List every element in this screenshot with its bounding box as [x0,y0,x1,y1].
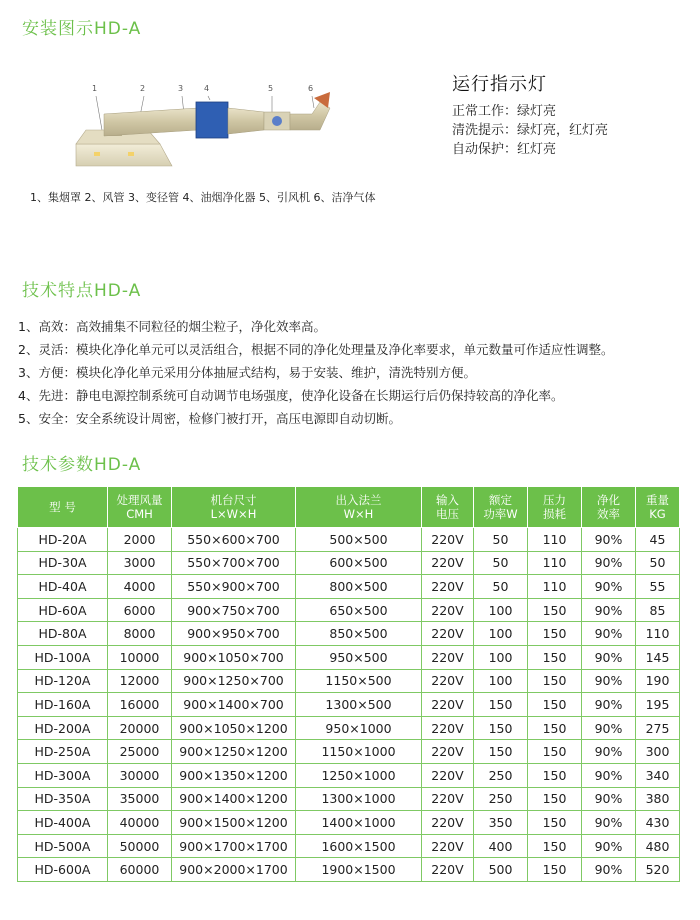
cell-power: 150 [474,716,528,740]
purifier-box [196,102,228,138]
cell-model: HD-300A [18,763,108,787]
header-efficiency: 净化 效率 [582,487,636,528]
cell-model: HD-250A [18,740,108,764]
cell-voltage: 220V [422,763,474,787]
cell-power: 100 [474,645,528,669]
cell-flange: 1400×1000 [296,811,422,835]
cell-flange: 800×500 [296,575,422,599]
cell-airflow: 60000 [108,858,172,882]
cell-pressure: 150 [528,693,582,717]
header-power: 额定 功率W [474,487,528,528]
cell-voltage: 220V [422,787,474,811]
cell-power: 100 [474,669,528,693]
cell-dimensions: 900×1700×1700 [172,834,296,858]
cell-dimensions: 900×1250×700 [172,669,296,693]
indicator-row: 自动保护：红灯亮 [452,142,557,157]
cell-power: 250 [474,787,528,811]
cell-dimensions: 900×1050×700 [172,645,296,669]
cell-power: 50 [474,551,528,575]
cell-efficiency: 90% [582,645,636,669]
cell-efficiency: 90% [582,740,636,764]
cell-airflow: 35000 [108,787,172,811]
cell-flange: 1150×1000 [296,740,422,764]
cell-weight: 480 [636,834,680,858]
cell-pressure: 150 [528,740,582,764]
table-row [18,528,680,552]
cell-voltage: 220V [422,669,474,693]
cell-airflow: 3000 [108,551,172,575]
header-pressure: 压力 损耗 [528,487,582,528]
cell-weight: 340 [636,763,680,787]
cell-weight: 520 [636,858,680,882]
cell-model: HD-500A [18,834,108,858]
table-row [18,551,680,575]
cell-model: HD-40A [18,575,108,599]
cell-model: HD-400A [18,811,108,835]
cell-model: HD-200A [18,716,108,740]
cell-efficiency: 90% [582,575,636,599]
diagram-legend: 1、集烟罩 2、风管 3、变径管 4、油烟净化器 5、引风机 6、洁净气体 [30,191,376,204]
diagram-number-1: 1 [92,84,98,93]
feature-item: 2、灵活：模块化净化单元可以灵活组合，根据不同的净化处理量及净化率要求，单元数量可作适应性调整。 [18,342,614,357]
hood-shape [76,130,172,166]
cell-dimensions: 900×950×700 [172,622,296,646]
cell-power: 150 [474,693,528,717]
table-row [18,575,680,599]
table-row [18,669,680,693]
cell-airflow: 2000 [108,528,172,552]
cell-efficiency: 90% [582,528,636,552]
cell-dimensions: 900×1250×1200 [172,740,296,764]
spec-table-body [18,528,680,882]
table-row [18,598,680,622]
cell-weight: 45 [636,528,680,552]
cell-model: HD-100A [18,645,108,669]
table-header-row [18,487,680,528]
table-row [18,740,680,764]
cell-voltage: 220V [422,622,474,646]
cell-dimensions: 900×750×700 [172,598,296,622]
indicator-title: 运行指示灯 [452,74,547,95]
cell-power: 100 [474,622,528,646]
cell-efficiency: 90% [582,858,636,882]
cell-weight: 195 [636,693,680,717]
cell-voltage: 220V [422,551,474,575]
table-row [18,858,680,882]
cell-pressure: 150 [528,645,582,669]
cell-power: 50 [474,528,528,552]
table-row [18,645,680,669]
cell-dimensions: 900×1400×1200 [172,787,296,811]
cell-airflow: 6000 [108,598,172,622]
diagram-number-4: 4 [204,84,210,93]
cell-efficiency: 90% [582,763,636,787]
cell-model: HD-80A [18,622,108,646]
cell-power: 350 [474,811,528,835]
cell-voltage: 220V [422,598,474,622]
cell-pressure: 150 [528,811,582,835]
header-model: 型 号 [18,487,108,528]
cell-flange: 1250×1000 [296,763,422,787]
cell-flange: 950×500 [296,645,422,669]
cell-flange: 1150×500 [296,669,422,693]
installation-diagram [68,78,368,188]
cell-weight: 300 [636,740,680,764]
cell-flange: 500×500 [296,528,422,552]
diagram-number-3: 3 [178,84,184,93]
cell-flange: 1600×1500 [296,834,422,858]
cell-weight: 110 [636,622,680,646]
cell-weight: 55 [636,575,680,599]
diagram-number-5: 5 [268,84,274,93]
cell-efficiency: 90% [582,551,636,575]
cell-efficiency: 90% [582,693,636,717]
header-airflow: 处理风量 CMH [108,487,172,528]
diagram-number-6: 6 [308,84,314,93]
cell-flange: 1300×1000 [296,787,422,811]
cell-flange: 1300×500 [296,693,422,717]
cell-airflow: 40000 [108,811,172,835]
indicator-row: 正常工作：绿灯亮 [452,104,557,119]
cell-flange: 850×500 [296,622,422,646]
cell-dimensions: 550×700×700 [172,551,296,575]
cell-voltage: 220V [422,811,474,835]
feature-item: 4、先进：静电电源控制系统可自动调节电场强度，使净化设备在长期运行后仍保持较高的净化率。 [18,388,564,403]
cell-weight: 50 [636,551,680,575]
cell-voltage: 220V [422,528,474,552]
cell-flange: 1900×1500 [296,858,422,882]
cell-efficiency: 90% [582,622,636,646]
table-row [18,811,680,835]
indicator-row: 清洗提示：绿灯亮，红灯亮 [452,123,609,138]
cell-dimensions: 900×2000×1700 [172,858,296,882]
cell-pressure: 150 [528,858,582,882]
cell-airflow: 10000 [108,645,172,669]
installation-diagram-illustration [68,78,368,188]
cell-power: 400 [474,834,528,858]
cell-efficiency: 90% [582,598,636,622]
feature-item: 1、高效：高效捕集不同粒径的烟尘粒子，净化效率高。 [18,319,326,334]
cell-efficiency: 90% [582,787,636,811]
cell-pressure: 110 [528,575,582,599]
cell-dimensions: 900×1500×1200 [172,811,296,835]
cell-pressure: 150 [528,669,582,693]
spec-table [17,486,680,882]
cell-pressure: 150 [528,598,582,622]
header-voltage: 输入 电压 [422,487,474,528]
cell-pressure: 150 [528,787,582,811]
cell-dimensions: 900×1400×700 [172,693,296,717]
cell-efficiency: 90% [582,716,636,740]
cell-efficiency: 90% [582,811,636,835]
cell-weight: 85 [636,598,680,622]
table-row [18,787,680,811]
cell-voltage: 220V [422,834,474,858]
feature-item: 5、安全：安全系统设计周密，检修门被打开，高压电源即自动切断。 [18,411,401,426]
table-row [18,834,680,858]
cell-airflow: 50000 [108,834,172,858]
table-row [18,716,680,740]
cell-weight: 430 [636,811,680,835]
cell-voltage: 220V [422,716,474,740]
cell-power: 150 [474,740,528,764]
cell-model: HD-600A [18,858,108,882]
cell-pressure: 150 [528,834,582,858]
cell-dimensions: 550×900×700 [172,575,296,599]
cell-airflow: 4000 [108,575,172,599]
cell-dimensions: 900×1350×1200 [172,763,296,787]
cell-pressure: 150 [528,716,582,740]
cell-dimensions: 550×600×700 [172,528,296,552]
cell-voltage: 220V [422,575,474,599]
cell-efficiency: 90% [582,834,636,858]
cell-model: HD-30A [18,551,108,575]
header-weight: 重量 KG [636,487,680,528]
header-dimensions: 机台尺寸 L×W×H [172,487,296,528]
cell-pressure: 150 [528,622,582,646]
cell-power: 250 [474,763,528,787]
cell-efficiency: 90% [582,669,636,693]
cell-model: HD-160A [18,693,108,717]
cell-airflow: 12000 [108,669,172,693]
cell-dimensions: 900×1050×1200 [172,716,296,740]
features-section-title: 技术特点HD-A [22,281,142,301]
cell-model: HD-60A [18,598,108,622]
cell-airflow: 16000 [108,693,172,717]
cell-model: HD-20A [18,528,108,552]
cell-weight: 380 [636,787,680,811]
cell-model: HD-350A [18,787,108,811]
header-flange: 出入法兰 W×H [296,487,422,528]
cell-airflow: 20000 [108,716,172,740]
cell-voltage: 220V [422,858,474,882]
cell-voltage: 220V [422,740,474,764]
cell-power: 100 [474,598,528,622]
cell-weight: 190 [636,669,680,693]
cell-weight: 145 [636,645,680,669]
cell-voltage: 220V [422,645,474,669]
diagram-number-2: 2 [140,84,146,93]
cell-power: 50 [474,575,528,599]
cell-voltage: 220V [422,693,474,717]
cell-flange: 600×500 [296,551,422,575]
table-row [18,763,680,787]
cell-airflow: 25000 [108,740,172,764]
install-section-title: 安装图示HD-A [22,19,142,39]
cell-power: 500 [474,858,528,882]
cell-airflow: 30000 [108,763,172,787]
feature-item: 3、方便：模块化净化单元采用分体抽屉式结构，易于安装、维护，清洗特别方便。 [18,365,476,380]
cell-airflow: 8000 [108,622,172,646]
table-row [18,693,680,717]
cell-pressure: 110 [528,551,582,575]
cell-flange: 950×1000 [296,716,422,740]
cell-model: HD-120A [18,669,108,693]
cell-flange: 650×500 [296,598,422,622]
table-row [18,622,680,646]
cell-pressure: 150 [528,763,582,787]
params-section-title: 技术参数HD-A [22,455,142,475]
cell-weight: 275 [636,716,680,740]
cell-pressure: 110 [528,528,582,552]
